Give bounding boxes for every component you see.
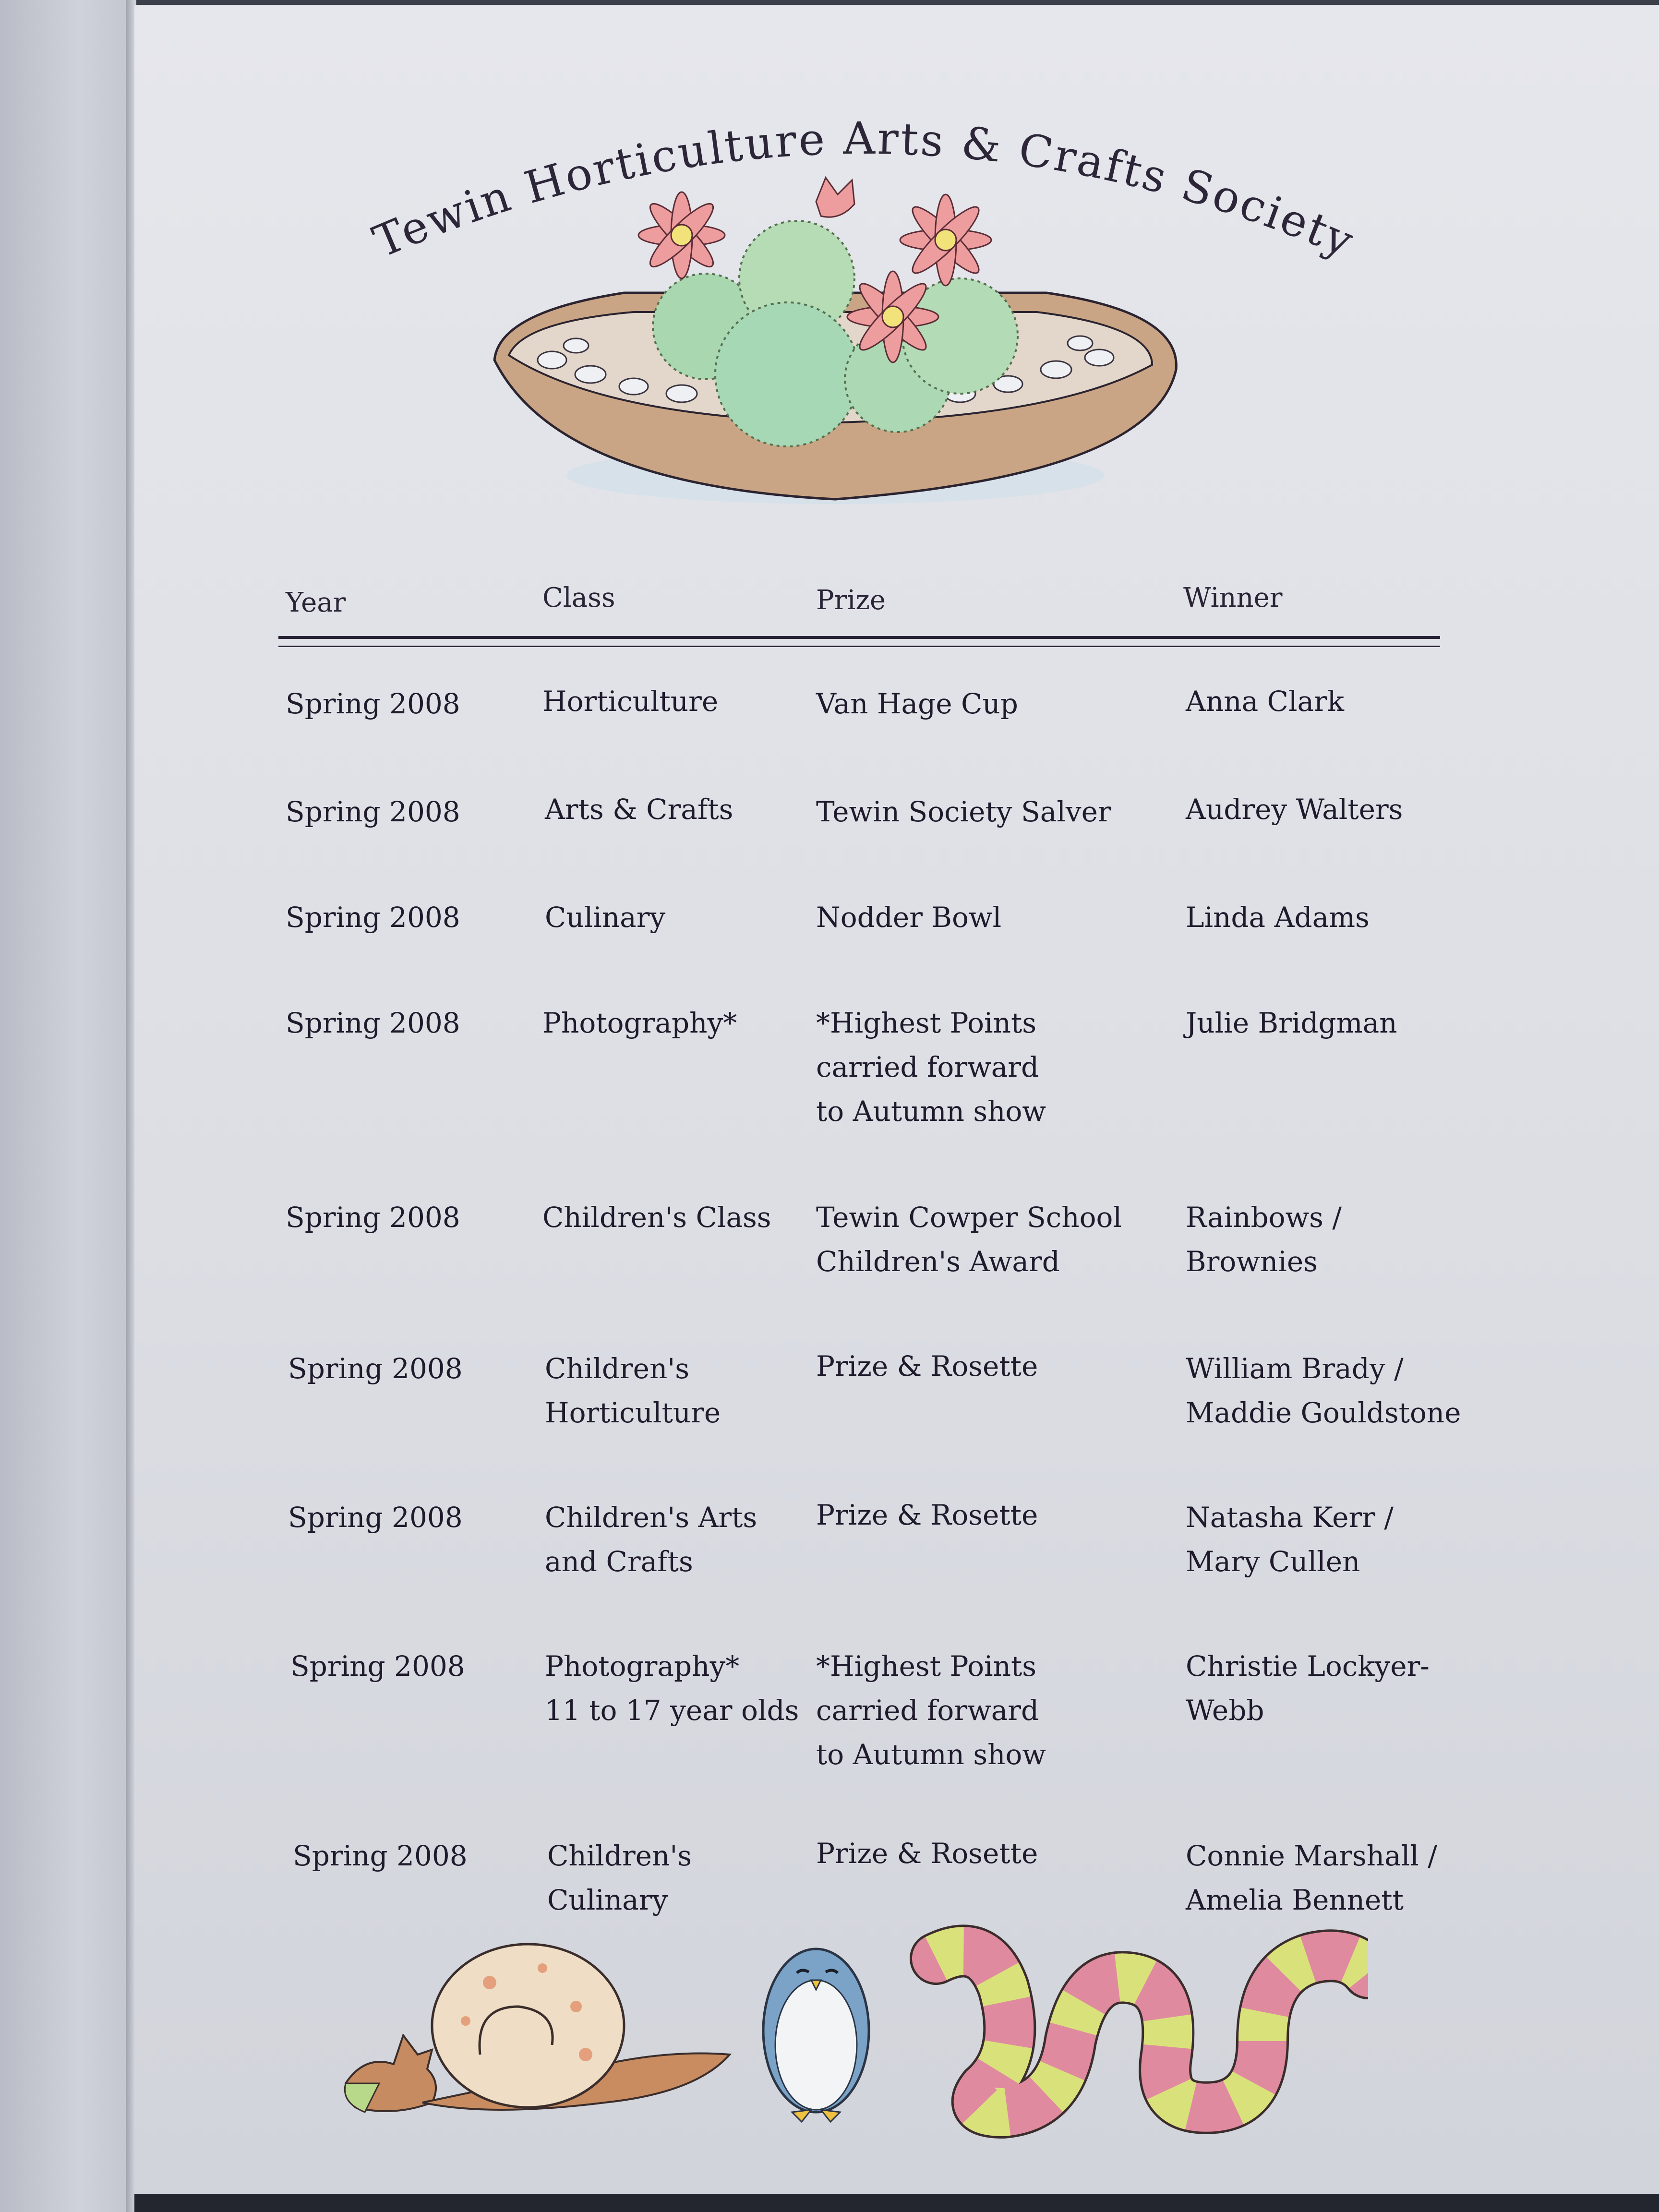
row-class: Culinary <box>545 901 666 934</box>
worm-illustration <box>936 1951 1368 2112</box>
header-class: Class <box>542 582 615 613</box>
row-prize: *Highest Points carried forward to Autumn show <box>816 1650 1046 1771</box>
row-class: Children's Class <box>542 1201 771 1234</box>
row-prize: *Highest Points carried forward to Autumn show <box>816 1007 1046 1128</box>
row-prize: Tewin Society Salver <box>816 795 1111 828</box>
row-winner: Anna Clark <box>1186 685 1344 718</box>
row-winner: Natasha Kerr / Mary Cullen <box>1186 1501 1394 1578</box>
row-class: Children's Horticulture <box>545 1352 721 1429</box>
row-class: Photography* <box>542 1007 737 1039</box>
header-year: Year <box>286 587 346 618</box>
row-prize: Prize & Rosette <box>816 1350 1038 1382</box>
bottom-illustrations <box>336 1911 1368 2141</box>
header-winner: Winner <box>1183 582 1283 613</box>
row-year: Spring 2008 <box>286 1201 460 1234</box>
row-year: Spring 2008 <box>286 687 460 720</box>
row-winner: Rainbows / Brownies <box>1186 1201 1342 1278</box>
header-prize: Prize <box>816 585 886 616</box>
header-rule-thick <box>278 636 1440 639</box>
row-winner: Linda Adams <box>1186 901 1370 934</box>
row-prize: Tewin Cowper School Children's Award <box>816 1201 1122 1278</box>
penguin-illustration <box>763 1949 869 2122</box>
row-winner: Connie Marshall / Amelia Bennett <box>1186 1839 1437 1916</box>
row-year: Spring 2008 <box>288 1352 463 1385</box>
row-year: Spring 2008 <box>286 901 460 934</box>
snail-illustration <box>345 1944 730 2112</box>
row-class: Children's Arts and Crafts <box>545 1501 757 1578</box>
row-class: Horticulture <box>542 685 719 718</box>
row-year: Spring 2008 <box>286 1007 460 1039</box>
row-winner: William Brady / Maddie Gouldstone <box>1186 1352 1461 1429</box>
row-year: Spring 2008 <box>288 1501 463 1534</box>
row-year: Spring 2008 <box>290 1650 465 1683</box>
row-prize: Prize & Rosette <box>816 1499 1038 1531</box>
row-winner: Audrey Walters <box>1186 793 1403 826</box>
row-winner: Christie Lockyer- Webb <box>1186 1650 1430 1727</box>
row-winner: Julie Bridgman <box>1186 1007 1397 1039</box>
row-year: Spring 2008 <box>286 795 460 828</box>
row-class: Arts & Crafts <box>545 793 733 826</box>
row-prize: Van Hage Cup <box>816 687 1018 720</box>
row-class: Children's Culinary <box>547 1839 692 1916</box>
row-class: Photography* 11 to 17 year olds <box>545 1650 799 1727</box>
header-rule-thin <box>278 646 1440 647</box>
row-prize: Nodder Bowl <box>816 901 1002 934</box>
row-prize: Prize & Rosette <box>816 1837 1038 1870</box>
title-text: Tewin Horticulture Arts & Crafts Society <box>366 112 1362 268</box>
row-year: Spring 2008 <box>293 1839 468 1872</box>
